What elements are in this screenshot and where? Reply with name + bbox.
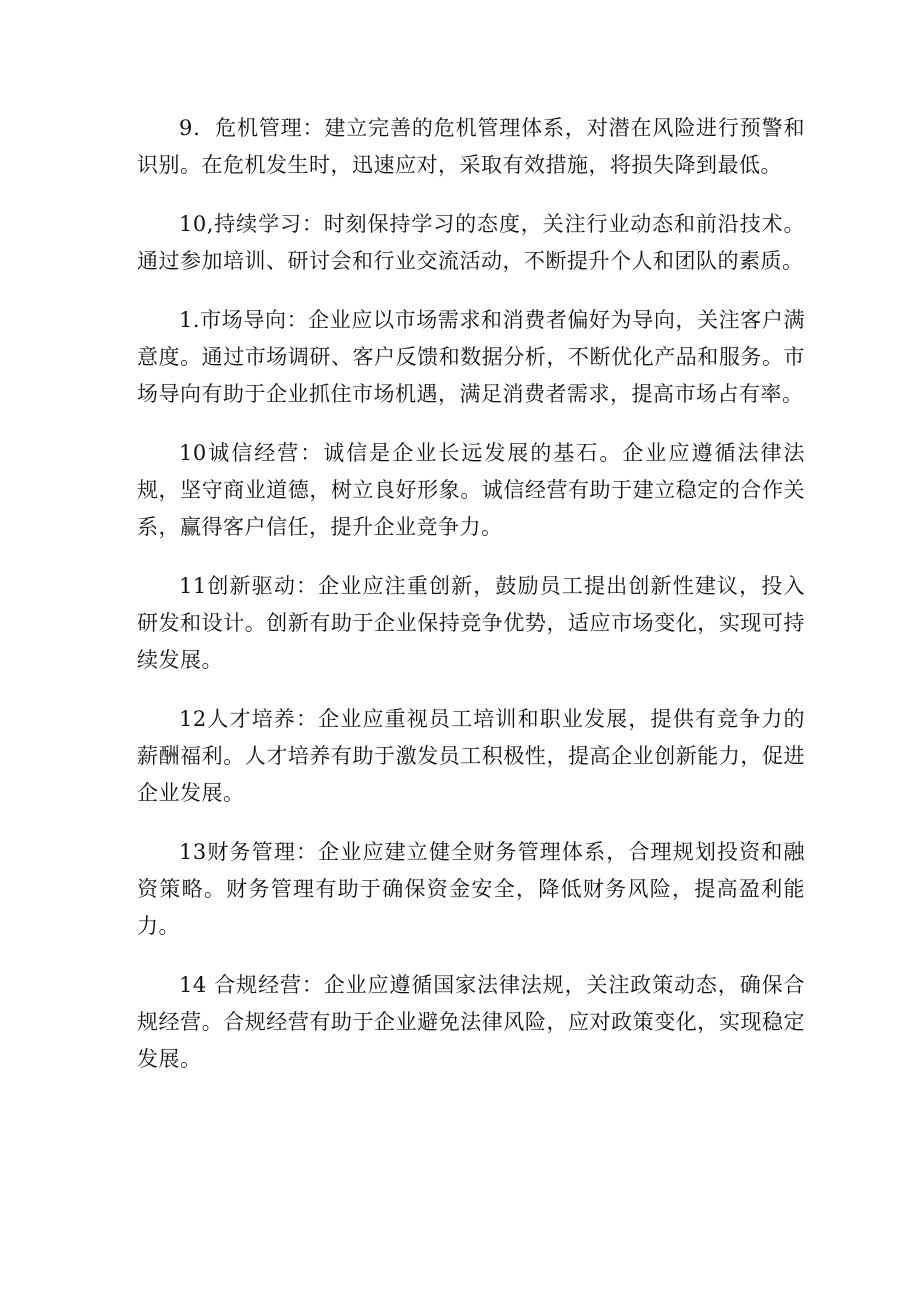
paragraph-continuous-learning: 10,持续学习：时刻保持学习的态度，关注行业动态和前沿技术。通过参加培训、研讨会和行业交流活动，不断提升个人和团队的素质。	[137, 212, 805, 273]
paragraph-talent-cultivation: 12人才培养：企业应重视员工培训和职业发展，提供有竞争力的薪酬福利。人才培养有助于激发员工积极性，提高企业创新能力，促进企业发展。	[137, 707, 805, 805]
document-body	[137, 110, 805, 1100]
paragraph-crisis-management: 9．危机管理：建立完善的危机管理体系，对潜在风险进行预警和识别。在危机发生时，迅速应对，采取有效措施，将损失降到最低。	[137, 116, 805, 177]
paragraph-market-orientation: 1.市场导向：企业应以市场需求和消费者偏好为导向，关注客户满意度。通过市场调研、客户反馈和数据分析，不断优化产品和服务。市场导向有助于企业抓住市场机遇，满足消费者需求，提高市场占有率。	[137, 308, 805, 406]
paragraph-financial-management: 13财务管理：企业应建立健全财务管理体系，合理规划投资和融资策略。财务管理有助于确保资金安全，降低财务风险，提高盈利能力。	[137, 840, 805, 938]
paragraph-innovation-driven: 11创新驱动：企业应注重创新，鼓励员工提出创新性建议，投入研发和设计。创新有助于企业保持竞争优势，适应市场变化，实现可持续发展。	[137, 574, 805, 672]
paragraph-integrity-management: 10诚信经营：诚信是企业长远发展的基石。企业应遵循法律法规，坚守商业道德，树立良好形象。诚信经营有助于建立稳定的合作关系，赢得客户信任，提升企业竞争力。	[137, 441, 805, 539]
paragraph-compliance-management: 14 合规经营：企业应遵循国家法律法规，关注政策动态，确保合规经营。合规经营有助于企业避免法律风险，应对政策变化，实现稳定发展。	[137, 973, 805, 1071]
